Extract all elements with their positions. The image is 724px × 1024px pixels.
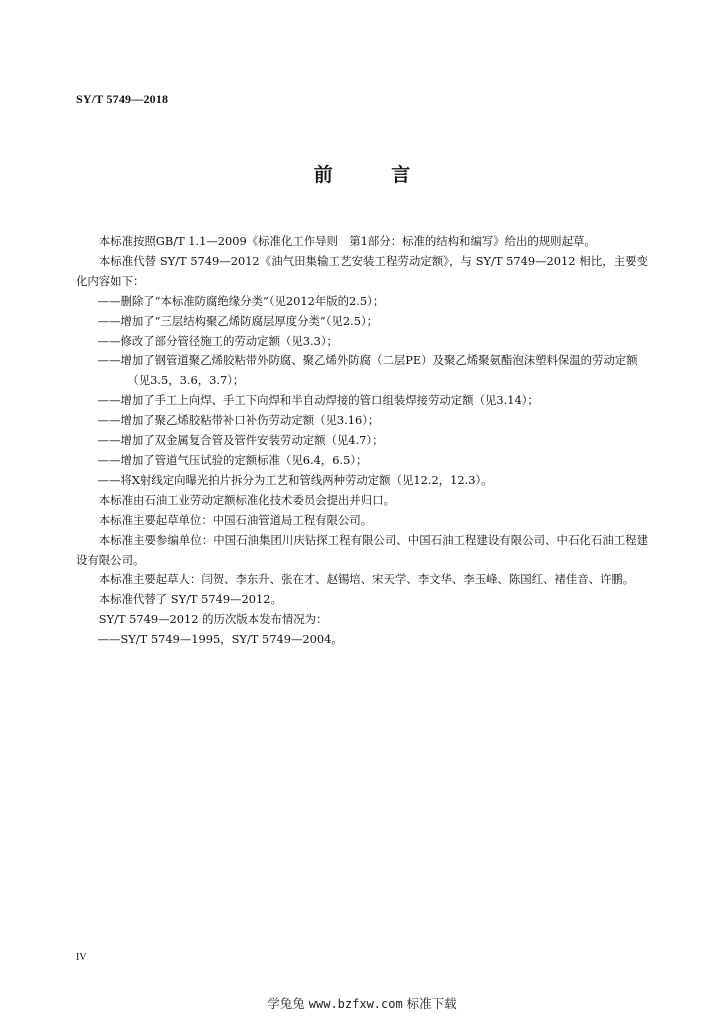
proposer-paragraph: 本标准由石油工业劳动定额标准化技术委员会提出并归口。 <box>98 492 395 507</box>
drafters-paragraph: 本标准主要起草人：闫贺、李东升、张在才、赵锡培、宋天学、李文华、李玉峰、陈国红、褚佳音、许鹏。 <box>98 572 635 587</box>
foreword-body <box>76 232 648 650</box>
replaces-paragraph: 本标准代替了 SY/T 5749—2012。 <box>98 592 282 607</box>
change-item: ——修改了部分管径施工的劳动定额（见3.3）； <box>97 333 338 348</box>
participating-units-paragraph: 本标准主要参编单位：中国石油集团川庆钻探工程有限公司、中国石油工程建设有限公司、中石化石油工程建设有限公司。 <box>76 532 648 567</box>
history-intro-paragraph: SY/T 5749—2012 的历次版本发布情况为： <box>98 612 328 627</box>
history-item: ——SY/T 5749—1995，SY/T 5749—2004。 <box>97 632 343 647</box>
change-item: ——增加了手工上向焊、手工下向焊和半自动焊接的管口组装焊接劳动定额（见3.14）； <box>97 393 539 408</box>
change-item: ——增加了管道气压试验的定额标准（见6.4，6.5）； <box>97 452 368 467</box>
watermark <box>0 994 724 1012</box>
drafting-unit-paragraph: 本标准主要起草单位：中国石油管道局工程有限公司。 <box>98 512 373 527</box>
change-item: ——将X射线定向曝光拍片拆分为工艺和管线两种劳动定额（见12.2，12.3）。 <box>97 472 493 487</box>
page-title: 前 言 <box>313 164 437 186</box>
change-item: ——增加了双金属复合管及管件安装劳动定额（见4.7）； <box>97 433 384 448</box>
changes-list <box>76 292 648 491</box>
standard-code-header: SY/T 5749—2018 <box>76 92 169 106</box>
change-item: ——增加了聚乙烯胶粘带补口补伤劳动定额（见3.16）； <box>97 413 380 428</box>
change-item: ——增加了“三层结构聚乙烯防腐层厚度分类”（见2.5）； <box>97 313 379 328</box>
drafting-rule-paragraph: 本标准按照GB/T 1.1—2009《标准化工作导则 第1部分：标准的结构和编写》给出的规则起草。 <box>98 234 596 248</box>
change-item: ——删除了“本标准防腐绝缘分类”（见2012年版的2.5）； <box>97 293 385 308</box>
replaces-intro-paragraph: 本标准代替 SY/T 5749—2012《油气田集输工艺安装工程劳动定额》，与 SY/T 5749—2012 相比，主要变化内容如下： <box>76 253 648 288</box>
watermark-url: www.bzfxw.com <box>308 997 403 1011</box>
watermark-prefix: 学兔兔 <box>267 996 309 1011</box>
change-item: ——增加了钢管道聚乙烯胶粘带外防腐、聚乙烯外防腐（二层PE）及聚乙烯聚氨酯泡沫塑料保温的劳动定额（见3.5，3.6，3.7）； <box>97 353 638 388</box>
watermark-suffix: 标准下载 <box>402 996 457 1011</box>
page-number: IV <box>76 952 87 963</box>
